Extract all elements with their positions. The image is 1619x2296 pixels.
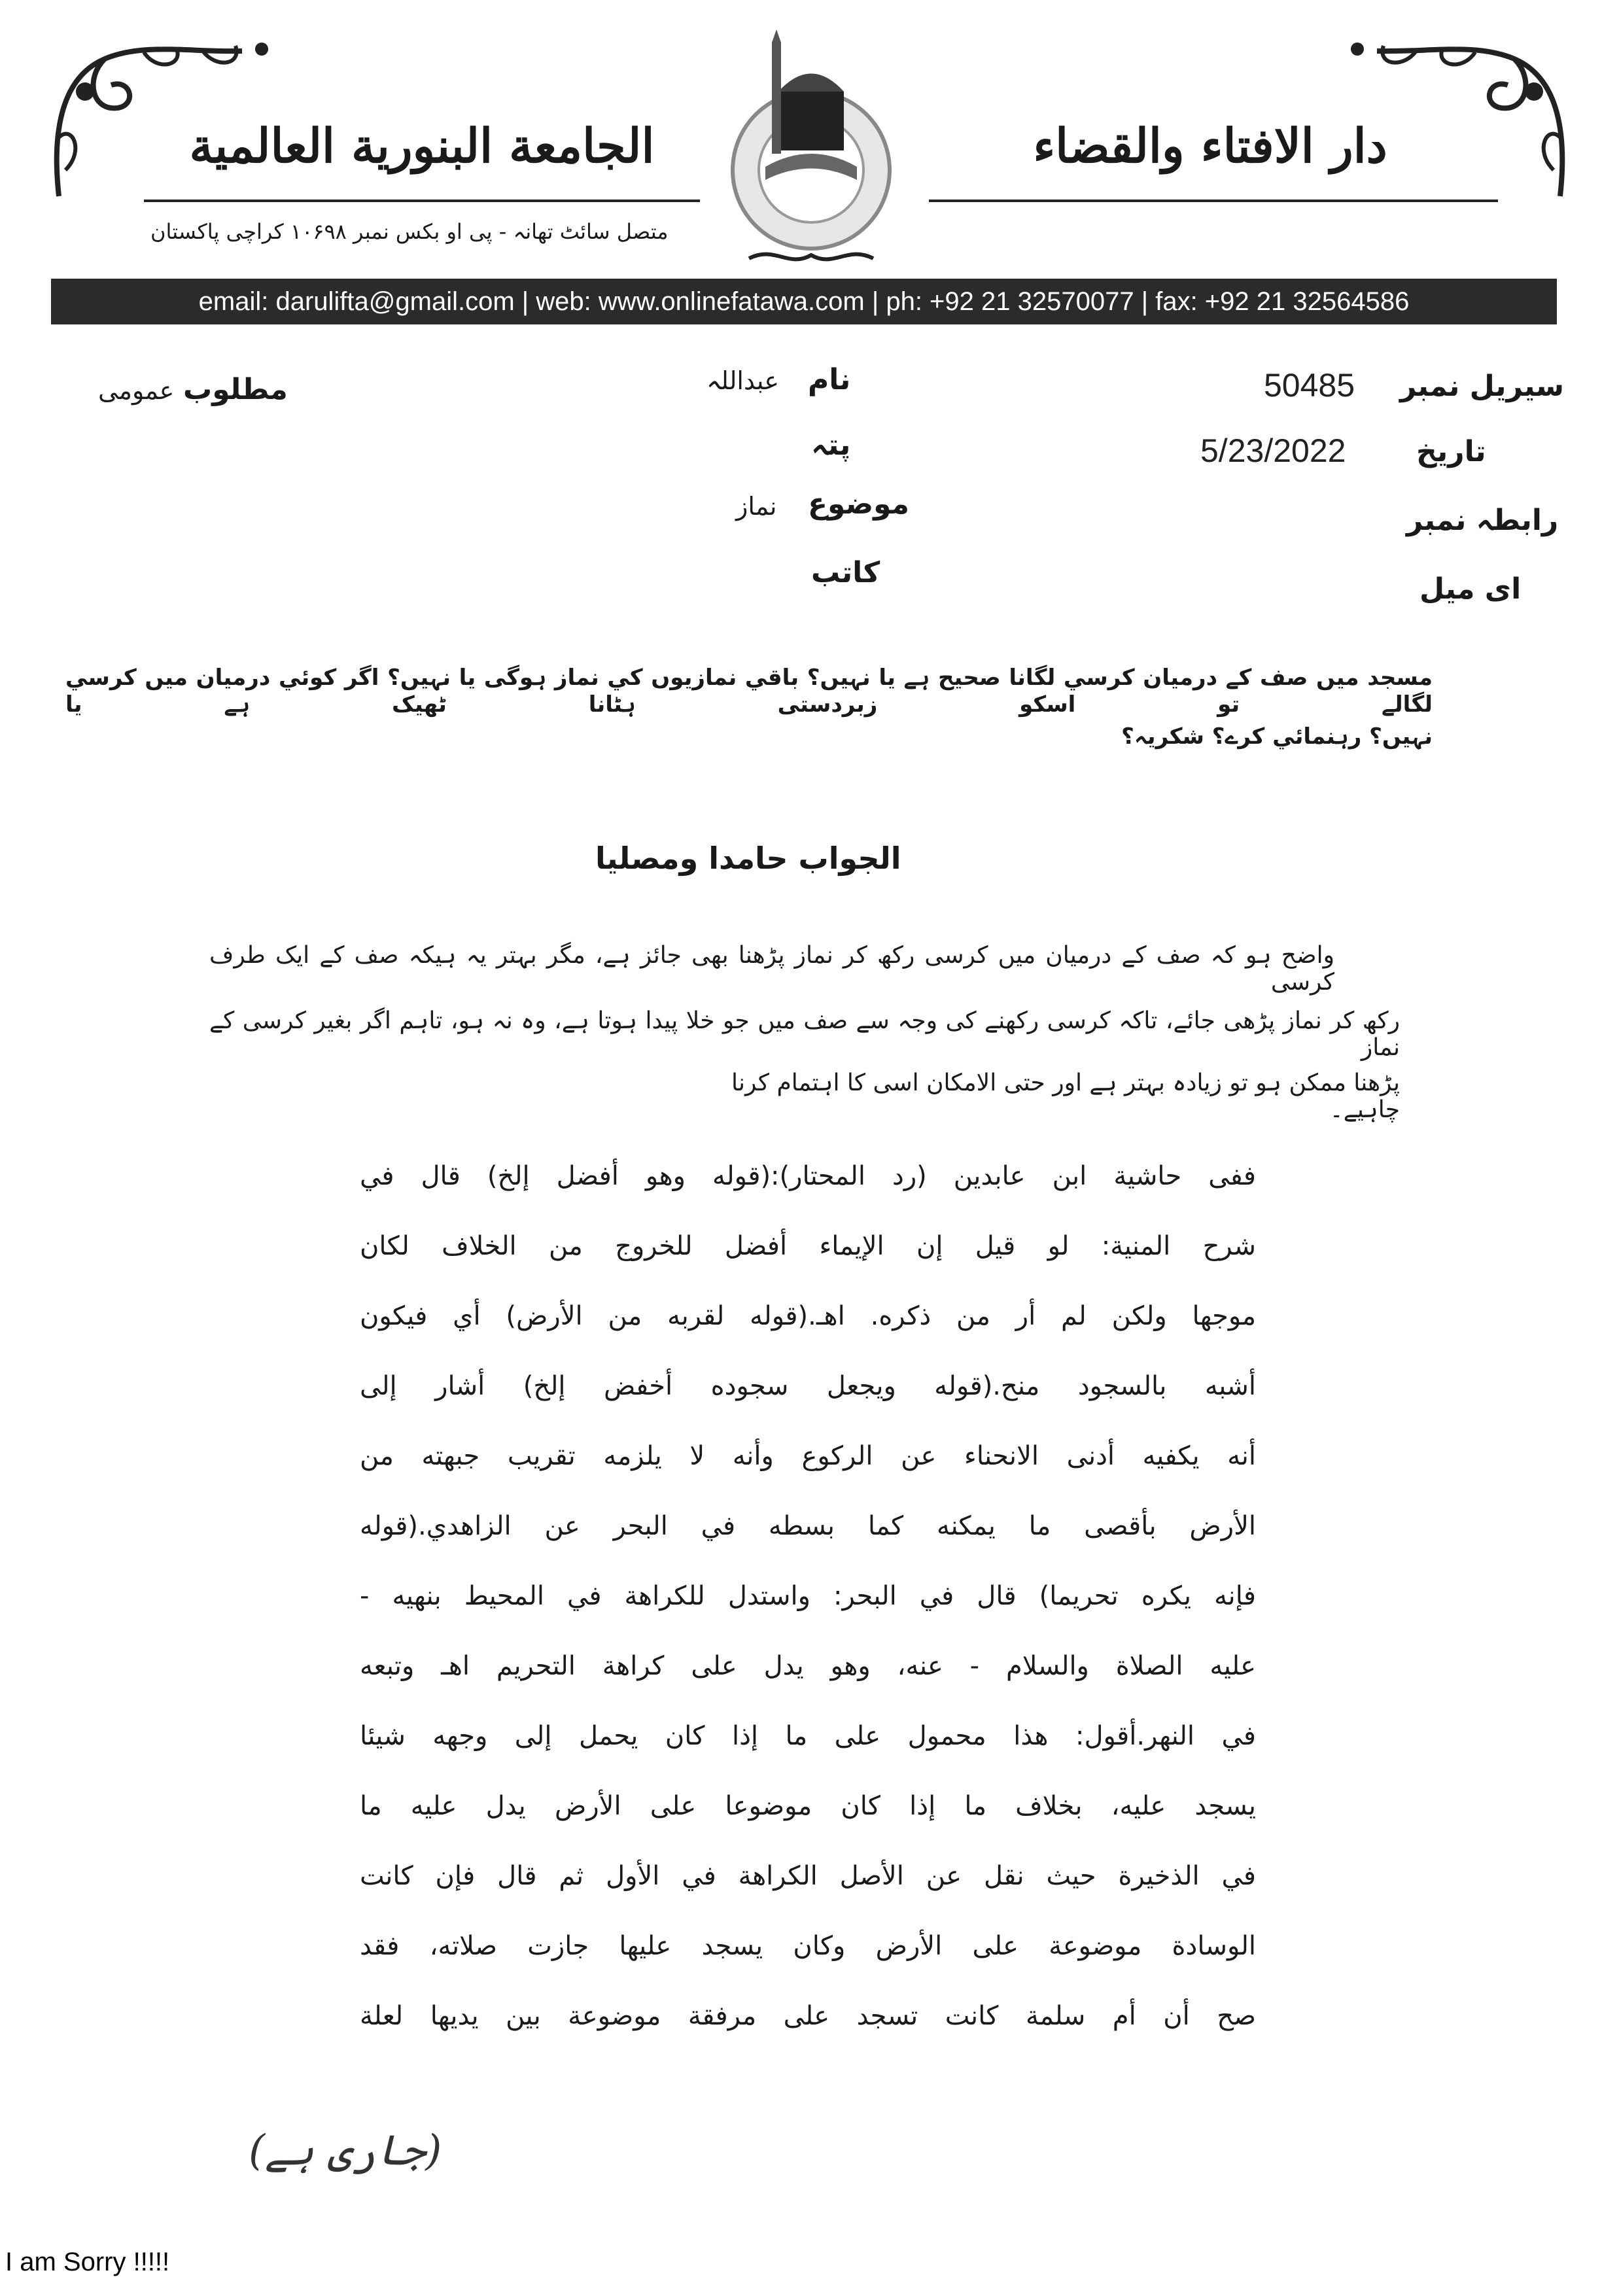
- serial-label: سیریل نمبر: [1400, 370, 1565, 403]
- citation-line: فإنه يكره تحريما) قال في البحر: واستدل للكراهة في المحيط بنهيه -: [360, 1581, 1256, 1611]
- contact-bar: email: darulifta@gmail.com | web: www.onlinefatawa.com | ph: +92 21 32570077 | fax: +92 21 32564586: [51, 279, 1557, 324]
- header-rule-right: [929, 200, 1498, 202]
- date-label: تاریخ: [1416, 435, 1486, 468]
- citation-line: في الذخيرة حيث نقل عن الأصل الكراهة في الأول ثم قال فإن كانت: [360, 1861, 1256, 1891]
- name-label: نام: [808, 363, 851, 396]
- email-label: ای میل: [1419, 572, 1522, 606]
- answer-urdu-line: رکھ کر نماز پڑھی جائے، تاکہ کرسی رکھنے کی وجہ سے صف میں جو خلا پیدا ہوتا ہے، وہ نہ ہو، تاہم اگر بغیر کرسی کے نماز: [209, 1007, 1400, 1061]
- institution-logo-icon: [710, 29, 913, 271]
- name-value: عبداللہ: [706, 366, 780, 395]
- footer-note: I am Sorry !!!!!: [5, 2248, 170, 2276]
- question-line: نہیں؟ رہنمائي کرے؟ شکریہ؟: [1121, 723, 1433, 750]
- header-rule-left: [144, 200, 700, 202]
- serial-value: 50485: [1264, 367, 1355, 404]
- citation-line: في النهر.أقول: هذا محمول على ما إذا كان يحمل إلى وجهه شيئا: [360, 1721, 1256, 1751]
- citation-line: عليه الصلاة والسلام - عنه، وهو يدل على كراهة التحريم اهـ وتبعه: [360, 1651, 1256, 1681]
- address-label: پتہ: [811, 428, 851, 462]
- answer-heading: الجواب حامدا ومصليا: [595, 841, 901, 876]
- citation-line: موجها ولكن لم أر من ذكره. اهـ.(قوله لقربه من الأرض) أي فيكون: [360, 1301, 1256, 1331]
- contact-label: رابطہ نمبر: [1406, 504, 1559, 537]
- address: متصل سائٹ تھانہ - پی او بکس نمبر ۱۰۶۹۸ کراچی پاکستان: [150, 219, 669, 244]
- citation-line: يسجد عليه، بخلاف ما إذا كان موضوعا على الأرض يدل عليه ما: [360, 1791, 1256, 1821]
- subject-label: موضوع: [808, 487, 909, 521]
- subject-value: نماز: [736, 492, 777, 521]
- citation-line: الوسادة موضوعة على الأرض وكان يسجد عليها جازت صلاته، فقد: [360, 1931, 1256, 1961]
- answer-urdu-line: واضح ہو کہ صف کے درمیان میں کرسی رکھ کر نماز پڑھنا بھی جائز ہے، مگر بہتر یہ ہیکہ صف کے ایک طرف کرسی: [209, 942, 1334, 996]
- required-value: عمومی: [98, 376, 175, 405]
- citation-line: ففى حاشية ابن عابدين (رد المحتار):(قوله وهو أفضل إلخ) قال في: [360, 1161, 1256, 1191]
- institution-name: الجامعة البنورية العالمية: [189, 118, 655, 173]
- department-name: دار الافتاء والقضاء: [1033, 118, 1387, 173]
- citation-line: الأرض بأقصى ما يمكنه كما بسطه في البحر عن الزاهدي.(قوله: [360, 1511, 1256, 1541]
- writer-label: کاتب: [811, 556, 880, 589]
- answer-urdu-line: پڑھنا ممکن ہو تو زیادہ بہتر ہے اور حتی الامکان اسی کا اہتمام کرنا چاہیے۔: [731, 1070, 1400, 1123]
- date-value: 5/23/2022: [1200, 432, 1346, 469]
- citation-line: أشبه بالسجود منح.(قوله ويجعل سجوده أخفض إلخ) أشار إلى: [360, 1371, 1256, 1401]
- continued-note: (جاری ہے): [249, 2127, 442, 2175]
- required-label: مطلوب: [183, 373, 288, 406]
- citation-line: أنه يكفيه أدنى الانحناء عن الركوع وأنه لا يلزمه تقريب جبهته من: [360, 1441, 1256, 1471]
- citation-line: صح أن أم سلمة كانت تسجد على مرفقة موضوعة بين يديها لعلة: [360, 2001, 1256, 2031]
- citation-line: شرح المنية: لو قيل إن الإيماء أفضل للخروج من الخلاف لكان: [360, 1231, 1256, 1261]
- question-line: مسجد میں صف کے درمیان کرسي لگانا صحیح ہے یا نہیں؟ باقي نمازیوں کي نماز ہوگی یا نہیں؟ اگر کوئي درمیان میں کرسي لگالے تو اسکو زبردستی ہٹانا ٹھیک ہے یا: [65, 665, 1433, 718]
